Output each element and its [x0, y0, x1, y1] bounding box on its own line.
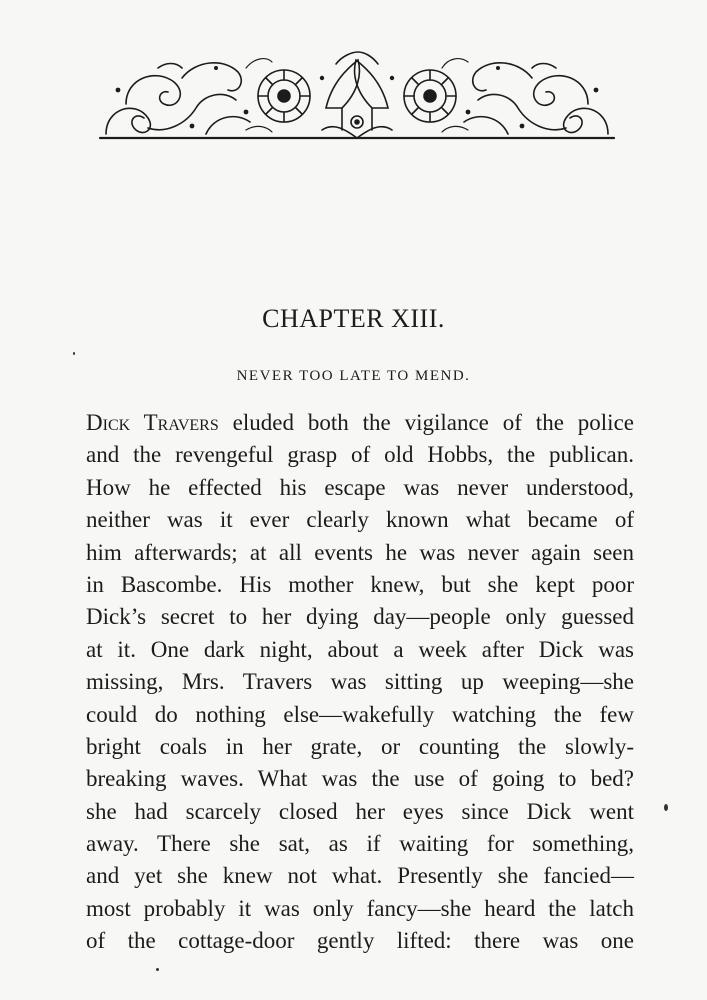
text-line: away. There she sat, as if waiting for something, [86, 831, 634, 857]
text-line: bright coals in her grate, or counting the slowly- [86, 733, 634, 759]
chapter-title: CHAPTER XIII. [262, 304, 445, 333]
text-line: of the cottage-door gently lifted: there was one [86, 928, 634, 954]
decorative-headpiece-ornament [96, 38, 618, 146]
text-line: and the revengeful grasp of old Hobbs, the publican. [86, 442, 634, 468]
chapter-subtitle: NEVER TOO LATE TO MEND. [236, 368, 471, 384]
text-line: at it. One dark night, about a week after Dick was [86, 636, 634, 662]
text-line: in Bascombe. His mother knew, but she kept poor [86, 571, 634, 597]
text-line: How he effected his escape was never understood, [86, 474, 634, 500]
text-line: most probably it was only fancy—she heard the latch [86, 895, 634, 921]
text-line [86, 407, 634, 439]
paper-speck [73, 352, 75, 355]
paper-speck [156, 968, 159, 971]
text-line: breaking waves. What was the use of going to bed? [86, 766, 634, 792]
text-line: could do nothing else—wakefully watching the few [86, 701, 634, 727]
text-line: missing, Mrs. Travers was sitting up weeping—she [86, 669, 634, 695]
opening-line-rest: eluded both the vigilance of the police [218, 410, 634, 435]
text-line: him afterwards; at all events he was never again seen [86, 539, 634, 565]
text-line: neither was it ever clearly known what became of [86, 507, 634, 533]
opening-name-small-caps: Dick Travers [86, 410, 219, 435]
text-line: and yet she knew not what. Presently she fancied— [86, 863, 634, 889]
text-line: Dick’s secret to her dying day—people only guessed [86, 604, 634, 630]
text-line: she had scarcely closed her eyes since Dick went [86, 798, 634, 824]
chapter-body-text [86, 407, 634, 958]
paper-speck [664, 804, 668, 811]
